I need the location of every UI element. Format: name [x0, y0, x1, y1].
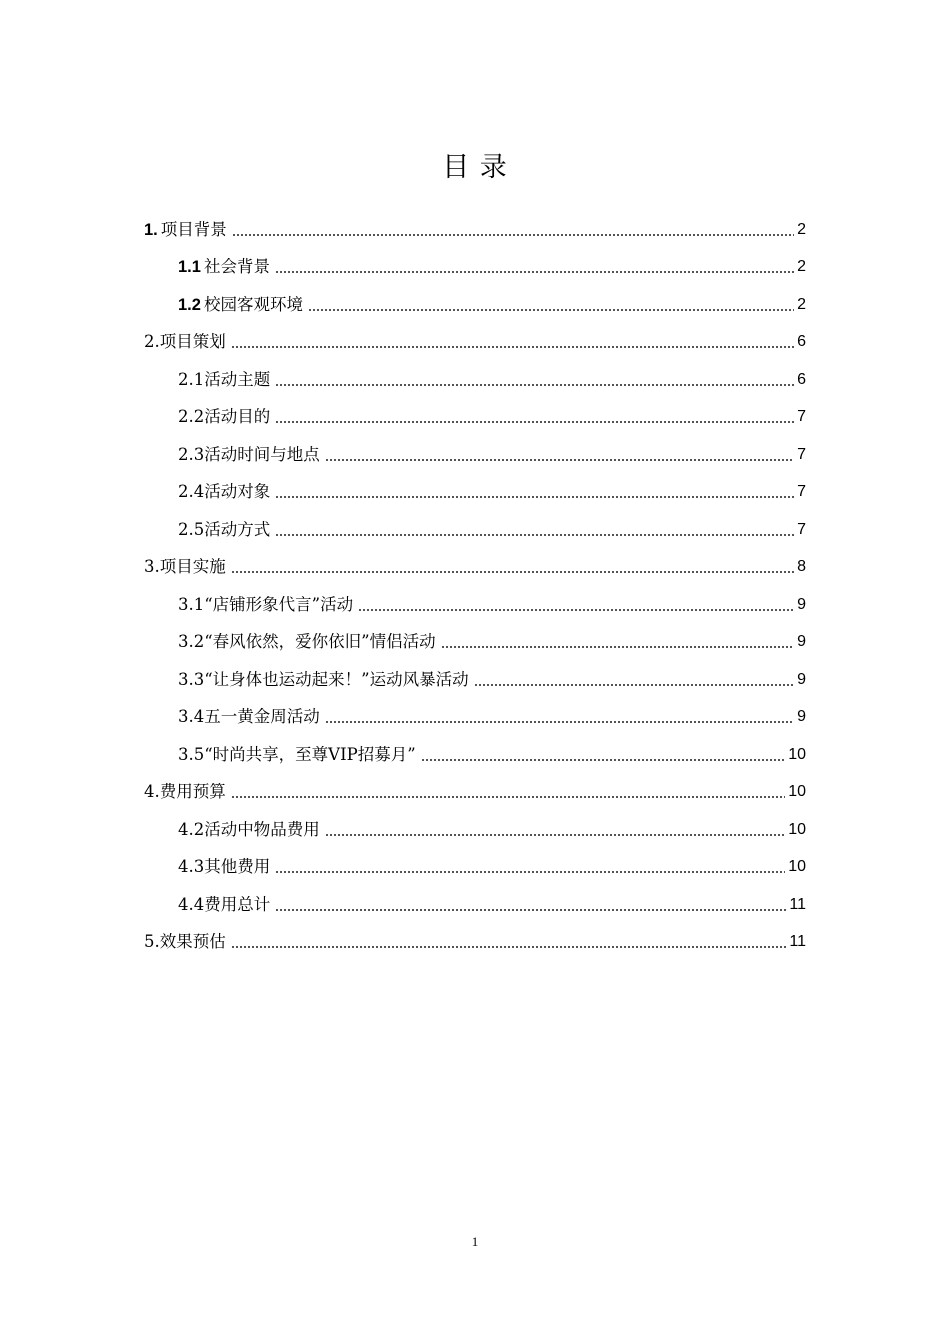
toc-entry-label: 活动中物品费用	[204, 819, 320, 839]
toc-entry-number: 3.2	[178, 632, 205, 651]
toc-entry-number: 4.	[144, 782, 160, 801]
toc-entry[interactable]	[144, 616, 806, 654]
toc-entry-page: 7	[797, 520, 806, 538]
toc-dot-leader	[275, 271, 794, 273]
toc-dot-leader	[358, 609, 794, 611]
toc-entry-page: 6	[797, 370, 806, 388]
toc-dot-leader	[232, 234, 794, 236]
toc-entry-label: 项目背景	[160, 219, 227, 239]
toc-entry-label: 校园客观环境	[203, 294, 303, 314]
toc-entry-page: 11	[789, 895, 806, 913]
toc-entry[interactable]	[144, 878, 806, 916]
toc-entry-label: “春风依然，爱你依旧”情侣活动	[204, 632, 436, 651]
toc-entry-page: 2	[797, 220, 806, 238]
toc-entry-number: 1.	[144, 220, 158, 239]
toc-entry-number: 2.4	[178, 482, 205, 501]
toc-entry-page: 11	[789, 933, 806, 950]
toc-entry-label: 活动主题	[204, 369, 271, 389]
toc-entry-label: “时尚共享，至尊VIP招募月”	[204, 744, 416, 764]
toc-entry-page: 10	[788, 745, 806, 763]
toc-entry-number: 3.3	[178, 669, 205, 689]
toc-entry-page: 7	[797, 445, 806, 463]
toc-entry-number: 3.1	[178, 594, 205, 614]
toc-entry-label: “店铺形象代言”活动	[204, 594, 354, 614]
toc-entry-page: 6	[797, 333, 806, 350]
toc-entry-label: 活动对象	[204, 482, 271, 501]
toc-entry[interactable]	[144, 428, 806, 466]
toc-entry-page: 2	[797, 295, 806, 313]
toc-entry[interactable]	[144, 803, 806, 841]
toc-dot-leader	[325, 834, 785, 836]
toc-entry-number: 3.4	[178, 707, 205, 726]
toc-entry-number: 2.	[144, 332, 160, 351]
toc-entry-number: 4.2	[178, 819, 205, 839]
toc-entry[interactable]	[144, 503, 806, 541]
toc-entry[interactable]	[144, 766, 806, 804]
toc-entry[interactable]	[144, 391, 806, 429]
toc-dot-leader	[231, 571, 794, 573]
toc-entry[interactable]	[144, 278, 806, 316]
toc-entry-page: 10	[788, 820, 806, 838]
toc-entry-label: “让身体也运动起来！”运动风暴活动	[204, 669, 469, 689]
toc-entry-number: 1.2	[178, 295, 201, 314]
toc-entry[interactable]	[144, 728, 806, 766]
toc-entry[interactable]	[144, 316, 806, 354]
toc-entry-page: 9	[797, 708, 806, 725]
toc-entry-label: 活动目的	[204, 407, 271, 426]
toc-entry[interactable]	[144, 466, 806, 504]
toc-entry-label: 社会背景	[203, 257, 270, 276]
toc-entry[interactable]	[144, 241, 806, 279]
toc-entry-page: 2	[797, 258, 806, 275]
toc-dot-leader	[421, 759, 786, 761]
toc-dot-leader	[231, 946, 787, 948]
toc-entry-page: 9	[797, 633, 806, 650]
toc-entry[interactable]	[144, 653, 806, 691]
toc-dot-leader	[275, 871, 785, 873]
toc-entry-label: 效果预估	[159, 932, 226, 951]
toc-entry-number: 5.	[144, 932, 160, 951]
toc-dot-leader	[275, 421, 794, 423]
toc-entry-number: 2.3	[178, 444, 205, 464]
toc-entry-label: 五一黄金周活动	[204, 707, 320, 726]
toc-entry[interactable]	[144, 353, 806, 391]
toc-entry-label: 费用预算	[159, 782, 226, 801]
toc-dot-leader	[275, 384, 794, 386]
toc-entry-page: 7	[797, 483, 806, 500]
toc-entry-number: 4.4	[178, 894, 205, 914]
toc-entry-label: 费用总计	[204, 894, 271, 914]
toc-entry[interactable]	[144, 691, 806, 729]
toc-dot-leader	[275, 534, 794, 536]
toc-entry-number: 3.5	[178, 744, 205, 764]
toc-entry-page: 8	[797, 558, 806, 575]
toc-entry[interactable]	[144, 841, 806, 879]
toc-entry-label: 项目策划	[159, 332, 226, 351]
toc-entry-number: 2.5	[178, 519, 205, 539]
toc-entry-number: 3.	[144, 557, 160, 576]
toc-dot-leader	[231, 796, 785, 798]
toc-dot-leader	[325, 459, 794, 461]
toc-dot-leader	[325, 721, 794, 723]
toc-entry-number: 2.2	[178, 407, 205, 426]
toc-dot-leader	[275, 496, 794, 498]
toc-dot-leader	[231, 346, 794, 348]
table-of-contents	[144, 203, 806, 953]
toc-entry-page: 9	[797, 595, 806, 613]
toc-entry-number: 2.1	[178, 369, 205, 389]
toc-dot-leader	[474, 684, 794, 686]
toc-title: 目 录	[442, 152, 508, 183]
toc-dot-leader	[441, 646, 794, 648]
toc-entry-page: 7	[797, 408, 806, 425]
toc-dot-leader	[275, 909, 786, 911]
toc-entry[interactable]	[144, 916, 806, 954]
toc-entry-number: 4.3	[178, 857, 205, 876]
toc-entry-number: 1.1	[178, 258, 201, 276]
page-number: 1	[471, 1234, 479, 1249]
toc-entry[interactable]	[144, 203, 806, 241]
toc-entry-page: 10	[788, 783, 806, 800]
toc-entry[interactable]	[144, 578, 806, 616]
toc-entry-label: 活动方式	[204, 519, 271, 539]
toc-entry[interactable]	[144, 541, 806, 579]
toc-dot-leader	[308, 309, 794, 311]
toc-entry-label: 项目实施	[159, 557, 226, 576]
toc-entry-label: 其他费用	[204, 857, 271, 876]
toc-entry-label: 活动时间与地点	[204, 444, 320, 464]
toc-entry-page: 9	[797, 670, 806, 688]
toc-entry-page: 10	[788, 858, 806, 875]
